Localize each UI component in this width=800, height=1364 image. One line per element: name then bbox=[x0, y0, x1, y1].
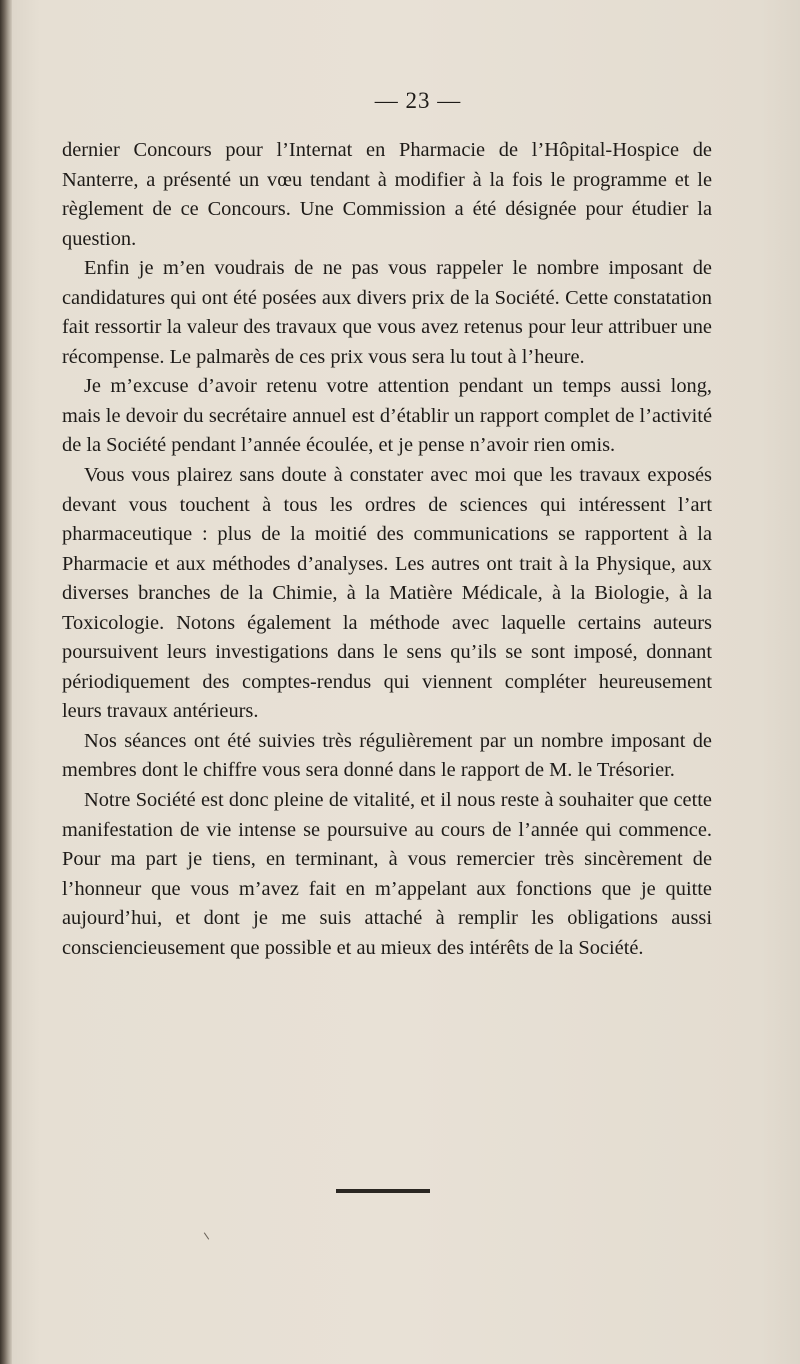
book-binding-edge bbox=[0, 0, 12, 1364]
paragraph-conclusion: Notre Société est donc pleine de vitalité, et il nous reste à souhaiter que cette manifestation de vie intense se poursuive au cours de l’année qui commence. Pour ma part je tiens, en terminant, à vous remercier très sincèrement de l’honneur que vous m’avez fait en m’appelant aux fonctions que je quitte aujourd’hui, et dont je me suis attaché à remplir les obligations aussi consciencieusement que possible et au mieux des intérêts de la Société. bbox=[62, 789, 712, 959]
paragraph-seances: Nos séances ont été suivies très régulièrement par un nombre imposant de membres dont le chiffre vous sera donné dans le rapport de M. le Trésorier. bbox=[62, 729, 712, 782]
paragraph-continuation: dernier Concours pour l’Internat en Pharmacie de l’Hôpital-Hospice de Nanterre, a présenté un vœu tendant à modifier à la fois le programme et le règlement de ce Concours. Une Commission a été désignée pour étudier la question. bbox=[62, 139, 712, 250]
body-text bbox=[62, 136, 712, 963]
paragraph-travaux: Vous vous plairez sans doute à constater avec moi que les travaux exposés devant vous touchent à tous les ordres de sciences qui intéressent l’art pharmaceutique : plus de la moitié des communications se rapportent à la Pharmacie et aux méthodes d’analyses. Les autres ont trait à la Physique, aux diverses branches de la Chimie, à la Matière Médicale, à la Biologie, à la Toxicologie. Notons également la méthode avec laquelle certains auteurs poursuivent leurs investigations dans le sens qu’ils se sont imposé, donnant périodiquement des comptes-rendus qui viennent compléter heureusement leurs travaux antérieurs. bbox=[62, 464, 712, 723]
page-number: — 23 — bbox=[374, 88, 462, 113]
paragraph-candidatures: Enfin je m’en voudrais de ne pas vous rappeler le nombre imposant de candidatures qui ont été posées aux divers prix de la Société. Cette constatation fait ressortir la valeur des travaux que vous avez retenus pour leur attribuer une récompense. Le palmarès de ces prix vous sera lu tout à l’heure. bbox=[62, 257, 712, 368]
closing-rule bbox=[336, 1189, 430, 1193]
paragraph-excuse: Je m’excuse d’avoir retenu votre attention pendant un temps aussi long, mais le devoir du secrétaire annuel est d’établir un rapport complet de l’activité de la Société pendant l’année écoulée, et je pense n’avoir rien omis. bbox=[62, 375, 712, 457]
paper-speck bbox=[204, 1232, 209, 1239]
